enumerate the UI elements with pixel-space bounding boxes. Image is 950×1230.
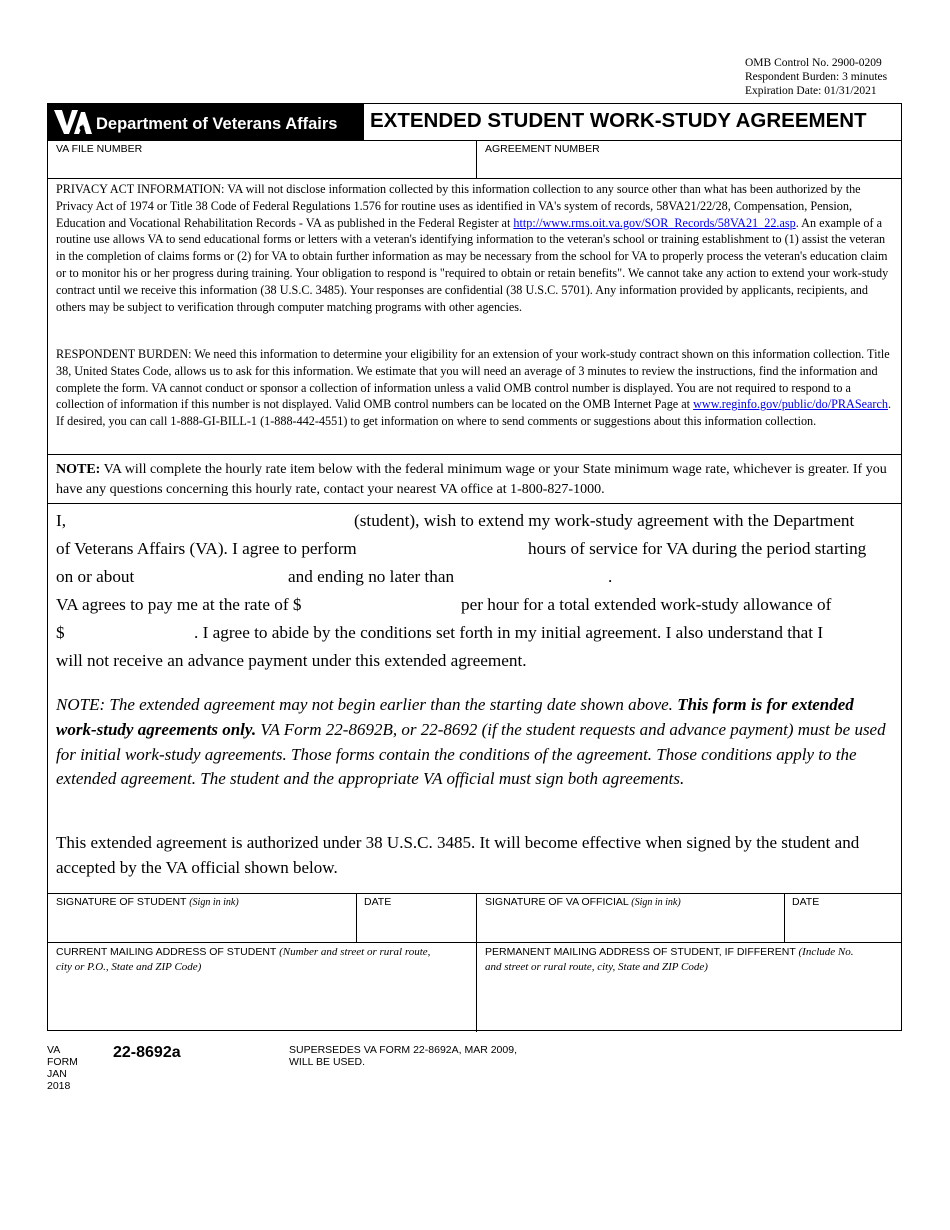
- signature-official-field[interactable]: [477, 894, 783, 941]
- note-label: NOTE:: [56, 462, 101, 477]
- omb-info: [745, 56, 887, 98]
- current-address-field[interactable]: [49, 976, 475, 1030]
- agreement-text: on or about: [56, 567, 135, 586]
- total-allowance-field[interactable]: [70, 625, 190, 643]
- form-title: EXTENDED STUDENT WORK-STUDY AGREEMENT: [370, 109, 867, 132]
- hourly-rate-note: [56, 460, 898, 500]
- permanent-address-field[interactable]: [477, 976, 901, 1030]
- agreement-text: per hour for a total extended work-study allowance of: [461, 595, 832, 614]
- note-text: NOTE: The extended agreement may not begin earlier than the starting date shown above.: [56, 695, 678, 714]
- hourly-rate-field[interactable]: [332, 597, 454, 615]
- respondent-burden: [56, 346, 896, 430]
- form-date: JAN 2018: [47, 1068, 71, 1092]
- permanent-address-note: (Include No.: [798, 946, 854, 958]
- agreement-text: $: [56, 623, 65, 642]
- va-file-number-label: VA FILE NUMBER: [56, 143, 143, 155]
- divider: [48, 454, 901, 455]
- authorization-statement: This extended agreement is authorized under 38 U.S.C. 3485. It will become effective when signed by the student and accepted by the VA official shown below.: [56, 833, 860, 877]
- form-body: [47, 103, 902, 1031]
- student-name-field[interactable]: [78, 513, 346, 531]
- agreement-text: VA agrees to pay me at the rate of $: [56, 595, 302, 614]
- agreement-text: of Veterans Affairs (VA). I agree to perform: [56, 539, 357, 558]
- agreement-text: . I agree to abide by the conditions set forth in my initial agreement. I also understand that I: [194, 623, 824, 642]
- date-label: DATE: [364, 896, 392, 908]
- permanent-address-label: [485, 945, 853, 975]
- va-form-text: VA FORM: [47, 1044, 78, 1068]
- agreement-text: and ending no later than: [288, 567, 455, 586]
- burden-text-continued: . If desired, you can call 1-888-GI-BILL-1 (1-888-442-4551) to get information on where to send comments or suggestions about this information collection.: [56, 397, 892, 429]
- privacy-act-information: [56, 181, 896, 315]
- divider: [48, 942, 901, 943]
- va-file-number-field[interactable]: [49, 141, 475, 177]
- supersedes-text: SUPERSEDES VA FORM 22-8692A, MAR 2009,: [289, 1044, 517, 1056]
- va-form-label: [47, 1044, 78, 1092]
- agreement-text: (student), wish to extend my work-study agreement with the Department: [354, 511, 855, 530]
- divider: [48, 178, 901, 179]
- agreement-number-label: AGREEMENT NUMBER: [485, 143, 600, 155]
- official-date-field[interactable]: [785, 894, 901, 941]
- department-name: Department of Veterans Affairs: [96, 115, 338, 133]
- omb-expiration-date: Expiration Date: 01/31/2021: [745, 85, 877, 97]
- current-address-note-continued: city or P.O., State and ZIP Code): [56, 961, 202, 973]
- agreement-text: I,: [56, 511, 67, 530]
- current-address-label-text: CURRENT MAILING ADDRESS OF STUDENT: [56, 946, 277, 958]
- agreement-text: hours of service for VA during the period starting: [528, 539, 867, 558]
- signature-student-field[interactable]: [49, 894, 355, 941]
- start-date-field[interactable]: [148, 569, 282, 587]
- agreement-text: .: [608, 567, 613, 586]
- date-label: DATE: [792, 896, 820, 908]
- burden-text: RESPONDENT BURDEN: We need this information to determine your eligibility for an extension of your work-study contract shown on this information collection. Title 38, United States Code, allows us to ask for this information. We estimate that you will need an average of 3 minutes to review the instructions, find the information and complete the form. VA cannot conduct or sponsor a collection of information unless a valid OMB control number is displayed. You are not required to respond to a collection of information if this number is not displayed. Valid OMB control numbers can be located on the OMB Internet Page at: [56, 347, 890, 412]
- permanent-address-note-continued: and street or rural route, city, State and ZIP Code): [485, 961, 708, 973]
- divider: [48, 503, 901, 504]
- agreement-text: will not receive an advance payment under this extended agreement.: [56, 651, 527, 670]
- supersedes-text-continued: WILL BE USED.: [289, 1056, 366, 1068]
- reginfo-link[interactable]: www.reginfo.gov/public/do/PRASearch: [693, 397, 888, 412]
- va-seal-icon: [52, 108, 92, 136]
- end-date-field[interactable]: [476, 569, 604, 587]
- current-address-label: [56, 945, 430, 975]
- supersedes-note: [289, 1044, 517, 1068]
- note-emphasis: This form is for extended work-study agreements only.: [56, 695, 854, 739]
- privacy-text-continued: . An example of a routine use allows VA to send educational forms or letters with a veteran's identifying information to the veteran's school or training establishment to (1) assist the veteran in the completion of claims forms or (2) for VA to obtain further information as may be necessary from the school for VA to properly process the veteran's education claim or to monitor his or her progress during training. Your obligation to respond is "required to obtain or retain benefits". We cannot take any action to extend your work-study contract until we receive this information (38 U.S.C. 3485). Your responses are confidential (38 U.S.C. 5701). Any information provided by applicants, recipients, and others may be subject to verification through computer matching programs with other agencies.: [56, 215, 889, 314]
- agreement-number-field[interactable]: [477, 141, 901, 177]
- form-number: 22-8692a: [113, 1044, 181, 1061]
- va-logo-block: [48, 104, 364, 140]
- signature-official-note: (Sign in ink): [631, 897, 681, 908]
- signature-student-note: (Sign in ink): [189, 897, 239, 908]
- extended-agreement-note: [56, 693, 898, 792]
- permanent-address-label-text: PERMANENT MAILING ADDRESS OF STUDENT, IF DIFFERENT: [485, 946, 796, 958]
- form-header: [48, 104, 901, 141]
- omb-control-number: OMB Control No. 2900-0209: [745, 57, 882, 69]
- privacy-text: PRIVACY ACT INFORMATION: VA will not disclose information collected by this information collection to any source other than what has been authorized by the Privacy Act of 1974 or Title 38 Code of Federal Regulations 1.576 for routine uses as identified in VA's system of records, 58VA21/22/28, Compensation, Pension, Education and Vocational Rehabilitation Records - VA as published in the Federal Register at: [56, 182, 861, 230]
- current-address-note: (Number and street or rural route,: [279, 946, 431, 958]
- omb-respondent-burden: Respondent Burden: 3 minutes: [745, 71, 888, 83]
- hours-field[interactable]: [400, 541, 522, 559]
- note-text: VA will complete the hourly rate item below with the federal minimum wage or your State minimum wage rate, whichever is greater. If you have any questions concerning this hourly rate, contact your nearest VA office at 1-800-827-1000.: [56, 462, 887, 497]
- student-date-field[interactable]: [357, 894, 475, 941]
- signature-student-label-text: SIGNATURE OF STUDENT: [56, 896, 187, 908]
- note-text-continued: VA Form 22-8692B, or 22-8692 (if the student requests and advance payment) must be used for initial work-study agreements. Those forms contain the conditions of the agreement. Those conditions apply to the extended agreement. The student and the appropriate VA official must sign both agreements.: [56, 719, 886, 789]
- sor-records-link[interactable]: http://www.rms.oit.va.gov/SOR_Records/58VA21_22.asp: [513, 215, 796, 230]
- signature-official-label-text: SIGNATURE OF VA OFFICIAL: [485, 896, 629, 908]
